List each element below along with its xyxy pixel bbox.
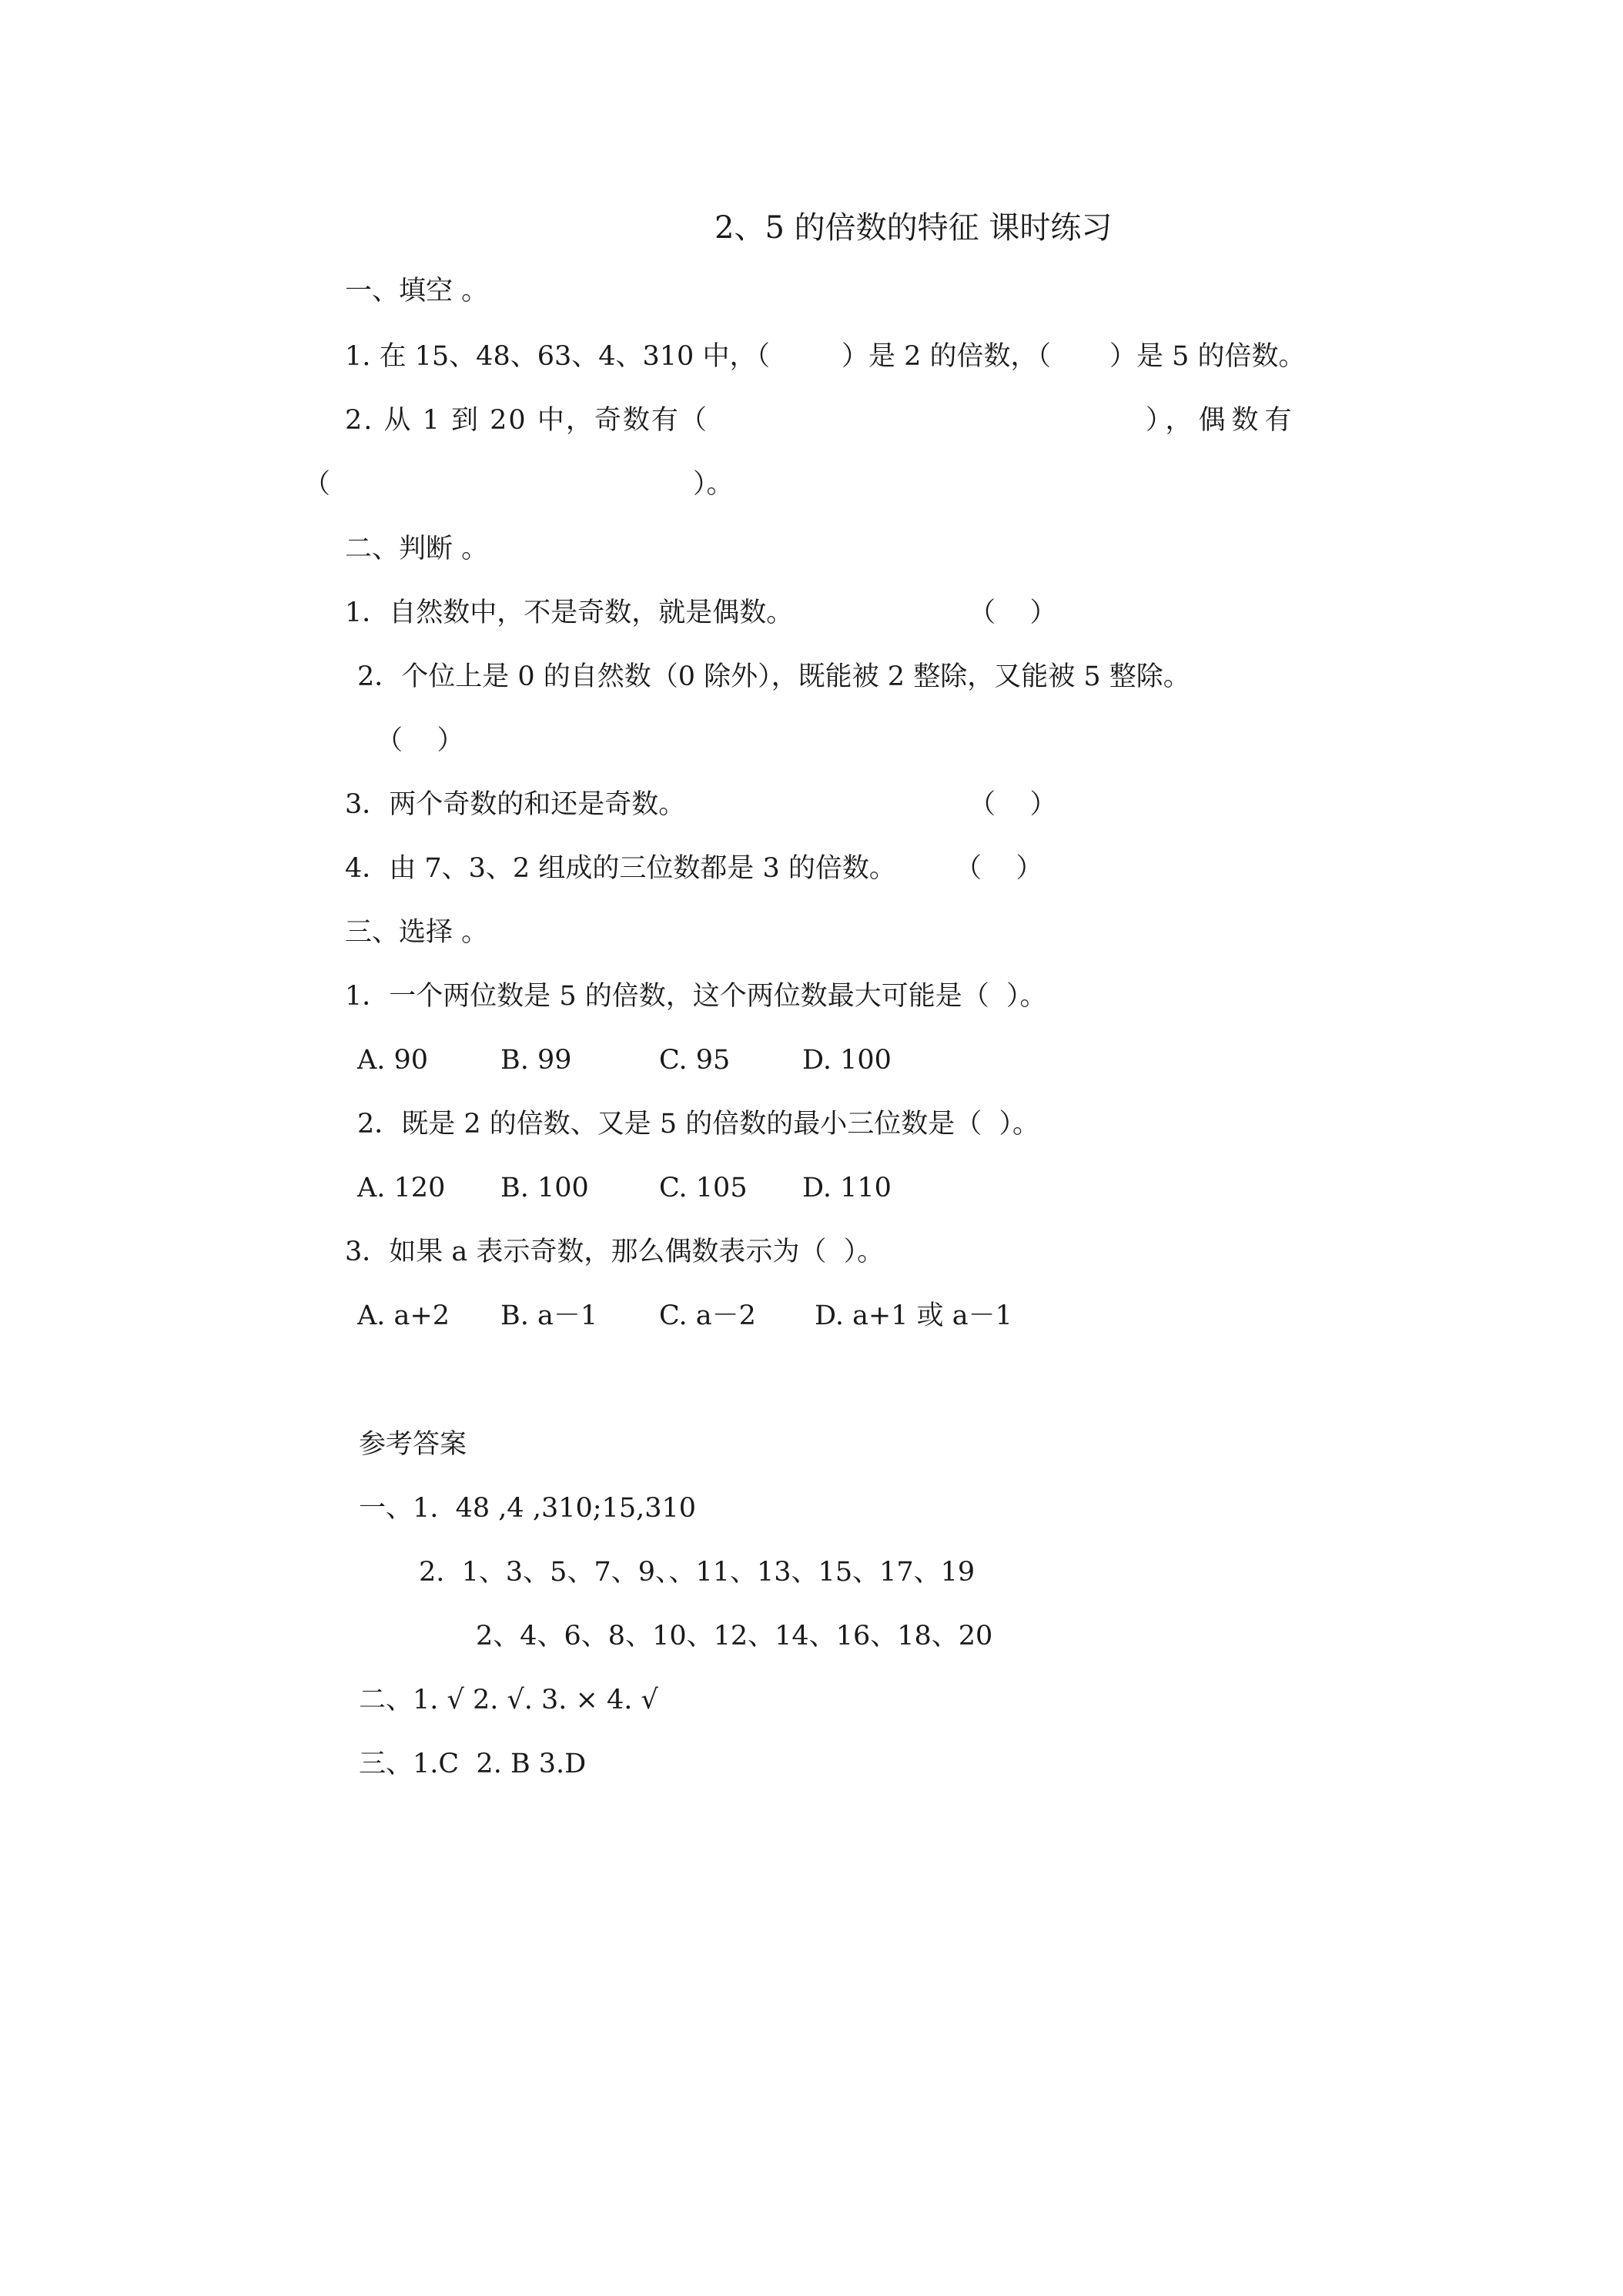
choice-q3-option-b: B. a－1	[500, 1300, 598, 1331]
fill-q2-part-a: 2. 从 1 到 20 中，奇数有（	[345, 405, 708, 436]
fill-q1-part-c: ）是 5 的倍数。	[1109, 341, 1306, 372]
section-1-heading: 一、填空 。	[345, 276, 489, 306]
judge-q1-answer-paren: （ ）	[969, 597, 1057, 628]
judge-question-3: 3．两个奇数的和还是奇数。	[345, 789, 686, 820]
answer-section-1-line-3: 2、4、6、8、10、12、14、16、18、20	[476, 1621, 993, 1652]
choice-q2-option-b: B. 100	[500, 1173, 589, 1203]
fill-q2-part-d: ）。	[693, 469, 734, 500]
page-title: 2、5 的倍数的特征 课时练习	[714, 210, 1113, 246]
choice-question-1: 1．一个两位数是 5 的倍数，这个两位数最大可能是（ ）。	[345, 981, 1047, 1012]
fill-q1-part-b: ）是 2 的倍数，（	[842, 341, 1052, 372]
choice-q2-option-c: C. 105	[659, 1173, 748, 1203]
choice-q1-option-b: B. 99	[500, 1045, 572, 1076]
choice-q3-option-d: D. a+1 或 a－1	[815, 1300, 1012, 1331]
judge-q3-answer-paren: （ ）	[969, 789, 1057, 820]
answer-section-1-line-1: 一、1. 48 ,4 ,310;15,310	[359, 1493, 697, 1524]
judge-q4-answer-paren: （ ）	[955, 853, 1043, 884]
judge-question-4: 4．由 7、3、2 组成的三位数都是 3 的倍数。	[345, 853, 896, 884]
choice-question-2: 2．既是 2 的倍数、又是 5 的倍数的最小三位数是（ ）。	[357, 1109, 1040, 1140]
choice-q3-option-c: C. a－2	[659, 1300, 756, 1331]
choice-q1-option-a: A. 90	[357, 1045, 429, 1076]
answers-heading: 参考答案	[359, 1429, 467, 1460]
judge-q2-answer-paren: （ ）	[376, 725, 464, 756]
choice-question-3: 3．如果 a 表示奇数，那么偶数表示为（ ）。	[345, 1237, 885, 1267]
judge-question-2: 2．个位上是 0 的自然数（0 除外），既能被 2 整除，又能被 5 整除。	[357, 661, 1190, 692]
answer-section-3: 三、1.C 2. B 3.D	[359, 1749, 587, 1779]
choice-q1-option-d: D. 100	[802, 1045, 892, 1076]
answer-section-2: 二、1. √ 2. √. 3. × 4. √	[359, 1685, 658, 1715]
choice-q2-option-d: D. 110	[802, 1173, 892, 1203]
section-2-heading: 二、判断 。	[345, 534, 489, 564]
judge-question-1: 1．自然数中，不是奇数，就是偶数。	[345, 597, 794, 628]
fill-q2-part-c: （	[303, 469, 331, 500]
choice-q1-option-c: C. 95	[659, 1045, 731, 1076]
fill-q2-part-b: ），偶数有	[1146, 405, 1298, 436]
answer-section-1-line-2: 2. 1、3、5、7、9、、11、13、15、17、19	[419, 1557, 975, 1588]
choice-q2-option-a: A. 120	[357, 1173, 446, 1203]
fill-q1-part-a: 1. 在 15、48、63、4、310 中，（	[345, 341, 770, 372]
choice-q3-option-a: A. a+2	[357, 1300, 450, 1331]
section-3-heading: 三、选择 。	[345, 917, 489, 948]
